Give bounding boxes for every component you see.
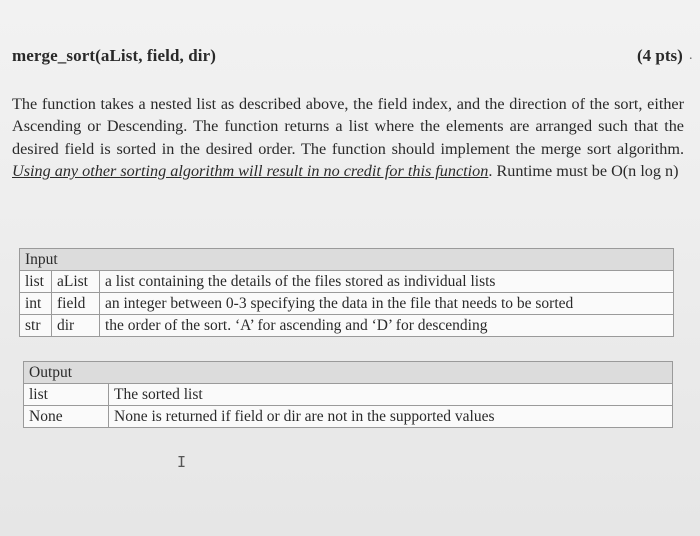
param-description: a list containing the details of the files stored as individual lists (100, 271, 674, 293)
text-cursor-icon: I (177, 453, 187, 471)
input-table-header (20, 249, 674, 271)
param-description: the order of the sort. ‘A’ for ascending and ‘D’ for descending (100, 315, 674, 337)
return-description: None is returned if field or dir are not in the supported values (109, 406, 673, 428)
param-name: dir (52, 315, 100, 337)
param-name: field (52, 293, 100, 315)
table-row (20, 293, 674, 315)
return-type: None (24, 406, 109, 428)
param-type: int (20, 293, 52, 315)
return-description: The sorted list (109, 384, 673, 406)
output-table (23, 361, 673, 428)
function-description (12, 93, 684, 183)
description-runtime: . Runtime must be O(n log n) (488, 162, 679, 181)
function-signature: merge_sort(aList, field, dir) (12, 46, 217, 65)
param-type: list (20, 271, 52, 293)
table-row (24, 384, 673, 406)
input-header-cell: Input (20, 249, 674, 271)
param-type: str (20, 315, 52, 337)
output-table-header (24, 362, 673, 384)
table-row (20, 271, 674, 293)
table-row (24, 406, 673, 428)
table-row (20, 315, 674, 337)
input-table (19, 248, 674, 337)
description-text: The function takes a nested list as described above, the field index, and the direction of the sort, either Ascending or Descending. The function returns a list where the elements are arranged such that the desired field is sorted in the desired order. The function should implement the merge sort algorithm. (12, 95, 684, 158)
output-header-cell: Output (24, 362, 673, 384)
param-description: an integer between 0-3 specifying the data in the file that needs to be sorted (100, 293, 674, 315)
return-type: list (24, 384, 109, 406)
points-label: (4 pts) (637, 46, 683, 65)
description-warning: Using any other sorting algorithm will result in no credit for this function (12, 162, 489, 181)
param-name: aList (52, 271, 100, 293)
trailing-mark: . (689, 48, 693, 63)
